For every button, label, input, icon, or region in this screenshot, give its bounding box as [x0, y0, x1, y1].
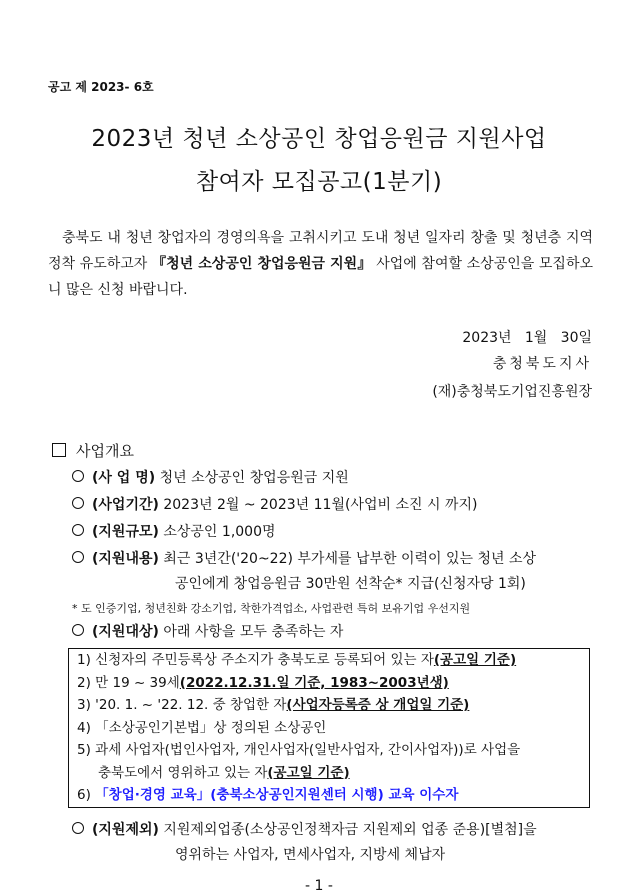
- item-value: 소상공인 1,000명: [163, 524, 276, 540]
- requirement-row: [77, 762, 589, 785]
- requirement-emphasis: (2022.12.31.일 기준, 1983~2003년생): [179, 674, 449, 691]
- intro-program-name: 『청년 소상공인 창업응원금 지원』: [151, 256, 372, 272]
- requirement-emphasis: (사업자등록증 상 개업일 기준): [286, 697, 470, 713]
- section-heading: [52, 440, 134, 461]
- overview-item: [72, 466, 592, 491]
- intro-paragraph: [48, 225, 593, 303]
- priority-note: * 도 인증기업, 청년친화 강소기업, 착한가격업소, 사업관련 특허 보유기업 우선지원: [72, 602, 471, 615]
- item-value: 아래 사항을 모두 충족하는 자: [163, 624, 344, 640]
- item-value: 청년 소상공인 창업응원금 지원: [159, 470, 349, 486]
- intro-text-1: 충북도 내 청년 창업자의 경영의욕을 고취시키고 도내 청년 일자리 창출 및 청년층 지역정착 유도하고자: [48, 230, 593, 272]
- item-value: 최근 3년간('20~22) 부가세를 납부한 이력이 있는 청년 소상: [163, 551, 537, 567]
- requirement-text: 5) 과세 사업자(법인사업자, 개인사업자(일반사업자, 간이사업자))로 사업을: [77, 742, 521, 758]
- item-key: (지원규모): [92, 524, 159, 540]
- requirement-row: [77, 672, 589, 695]
- item-value-cont: 공인에게 창업응원금 30만원 선착순* 지급(신청자당 1회): [175, 576, 526, 592]
- requirement-row: [77, 649, 589, 672]
- requirement-row: [77, 739, 589, 762]
- section-title: 사업개요: [76, 442, 134, 460]
- notice-date: 2023년 1월 30일: [462, 330, 592, 346]
- notice-number: 공고 제 2023- 6호: [48, 80, 154, 94]
- requirement-text: 4) 「소상공인기본법」상 정의된 소상공인: [77, 719, 327, 736]
- page-number: - 1 -: [305, 878, 333, 894]
- overview-item: [72, 547, 592, 597]
- requirement-emphasis: (공고일 기준): [267, 764, 350, 781]
- circle-bullet-icon: [72, 524, 84, 536]
- requirements-box: [68, 648, 590, 808]
- item-value: 2023년 2월 ~ 2023년 11월(사업비 소진 시 까지): [163, 497, 478, 513]
- circle-bullet-icon: [72, 822, 84, 834]
- overview-item: [72, 818, 592, 868]
- item-value: 지원제외업종(소상공인정책자금 지원제외 업종 준용)[별첨]을: [163, 822, 537, 838]
- requirement-row: [77, 784, 589, 807]
- requirement-text: 1) 신청자의 주민등록상 주소지가 충북도로 등록되어 있는 자: [77, 652, 434, 668]
- requirement-text: 3) '20. 1. ~ '22. 12. 중 창업한 자: [77, 697, 287, 713]
- item-key: (지원제외): [92, 822, 159, 838]
- item-key: (사업기간): [92, 497, 159, 513]
- circle-bullet-icon: [72, 551, 84, 563]
- requirement-education: 「창업·경영 교육」(충북소상공인지원센터 시행) 교육 이수자: [95, 787, 459, 803]
- overview-item: [72, 520, 592, 545]
- requirement-text: 6): [77, 787, 96, 803]
- requirement-text: 충북도에서 영위하고 있는 자: [98, 764, 268, 781]
- square-bullet-icon: [52, 443, 66, 457]
- requirement-row: [77, 694, 589, 717]
- circle-bullet-icon: [72, 624, 84, 636]
- notice-title-line2: 참여자 모집공고(1분기): [195, 169, 443, 195]
- overview-item: [72, 620, 592, 645]
- requirement-emphasis: (공고일 기준): [433, 652, 517, 668]
- requirement-text: 2) 만 19 ~ 39세: [77, 674, 180, 691]
- requirement-row: [77, 717, 589, 740]
- item-key: (지원대상): [92, 624, 159, 640]
- item-key: (사 업 명): [92, 470, 156, 486]
- item-value-cont: 영위하는 사업자, 면세사업자, 지방세 체납자: [175, 847, 446, 863]
- issuer-governor: 충청북도지사: [492, 356, 592, 372]
- circle-bullet-icon: [72, 497, 84, 509]
- notice-title-line1: 2023년 청년 소상공인 창업응원금 지원사업: [91, 126, 547, 152]
- overview-item: [72, 493, 592, 518]
- circle-bullet-icon: [72, 470, 84, 482]
- issuer-agency: (재)충청북도기업진흥원장: [432, 384, 592, 400]
- item-key: (지원내용): [92, 551, 159, 567]
- intro-text-2: 사업에 참여할 소상공인을 모집하오니 많은 신청 바랍니다.: [48, 256, 594, 298]
